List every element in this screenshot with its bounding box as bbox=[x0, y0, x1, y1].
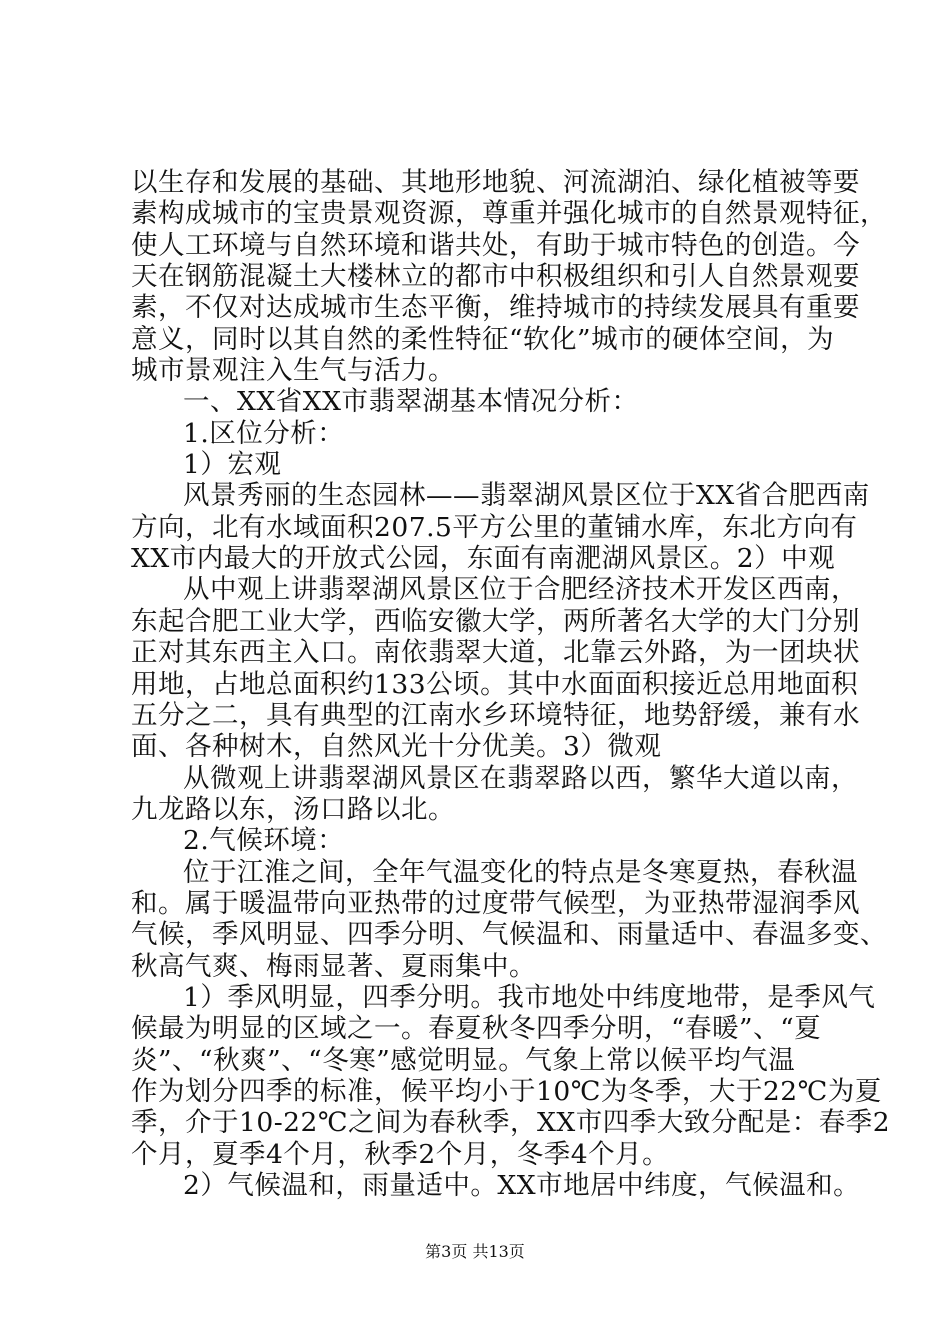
text-line: 天在钢筋混凝土大楼林立的都市中积极组织和引人自然景观要 bbox=[131, 261, 860, 292]
text-line: 风景秀丽的生态园林——翡翠湖风景区位于XX省合肥西南 bbox=[183, 480, 870, 511]
text-line: 正对其东西主入口。南依翡翠大道，北靠云外路，为一团块状 bbox=[131, 637, 860, 668]
text-line: 2）气候温和，雨量适中。XX市地居中纬度，气候温和。 bbox=[183, 1170, 861, 1201]
text-line: 位于江淮之间，全年气温变化的特点是冬寒夏热，春秋温 bbox=[183, 857, 858, 888]
text-line: 1）季风明显，四季分明。我市地处中纬度地带，是季风气 bbox=[183, 982, 876, 1013]
text-line: 气候，季风明显、四季分明、气候温和、雨量适中、春温多变、 bbox=[131, 919, 887, 950]
subsection-heading: 1.区位分析： bbox=[183, 418, 345, 449]
text-line: 候最为明显的区域之一。春夏秋冬四季分明，“春暖”、“夏 bbox=[131, 1013, 822, 1044]
text-line: 和。属于暖温带向亚热带的过度带气候型，为亚热带湿润季风 bbox=[131, 888, 860, 919]
text-line: 意义，同时以其自然的柔性特征“软化”城市的硬体空间，为 bbox=[131, 324, 835, 355]
text-line: 五分之二，具有典型的江南水乡环境特征，地势舒缓，兼有水 bbox=[131, 700, 860, 731]
text-line: 作为划分四季的标准，候平均小于10℃为冬季，大于22℃为夏 bbox=[131, 1076, 882, 1107]
text-line: 方向，北有水域面积207.5平方公里的董铺水库，东北方向有 bbox=[131, 512, 858, 543]
text-line: 使人工环境与自然环境和谐共处，有助于城市特色的创造。今 bbox=[131, 230, 860, 261]
text-line: 从中观上讲翡翠湖风景区位于合肥经济技术开发区西南， bbox=[183, 574, 858, 605]
subsection-heading: 2.气候环境： bbox=[183, 825, 345, 856]
text-line: 个月，夏季4个月，秋季2个月，冬季4个月。 bbox=[131, 1139, 670, 1170]
text-line: 九龙路以东，汤口路以北。 bbox=[131, 794, 455, 825]
text-line: 东起合肥工业大学，西临安徽大学，两所著名大学的大门分别 bbox=[131, 606, 860, 637]
text-line: 素，不仅对达成城市生态平衡，维持城市的持续发展具有重要 bbox=[131, 292, 860, 323]
section-heading: 一、XX省XX市翡翠湖基本情况分析： bbox=[183, 386, 639, 417]
text-line: 用地，占地总面积约133公顷。其中水面面积接近总用地面积 bbox=[131, 669, 859, 700]
text-line: XX市内最大的开放式公园，东面有南淝湖风景区。2）中观 bbox=[131, 543, 836, 574]
text-line: 从微观上讲翡翠湖风景区在翡翠路以西，繁华大道以南， bbox=[183, 763, 858, 794]
text-line: 炎”、“秋爽”、“冬寒”感觉明显。气象上常以候平均气温 bbox=[131, 1045, 796, 1076]
text-line: 素构成城市的宝贵景观资源，尊重并强化城市的自然景观特征， bbox=[131, 198, 887, 229]
text-line: 面、各种树木，自然风光十分优美。3）微观 bbox=[131, 731, 662, 762]
text-line: 季，介于10-22℃之间为春秋季，XX市四季大致分配是：春季2 bbox=[131, 1107, 891, 1138]
text-line: 城市景观注入生气与活力。 bbox=[131, 355, 455, 386]
text-line: 以生存和发展的基础、其地形地貌、河流湖泊、绿化植被等要 bbox=[131, 167, 860, 198]
page-number-footer: 第3页 共13页 bbox=[425, 1242, 525, 1261]
subsection-heading: 1）宏观 bbox=[183, 449, 282, 480]
text-line: 秋高气爽、梅雨显著、夏雨集中。 bbox=[131, 951, 536, 982]
